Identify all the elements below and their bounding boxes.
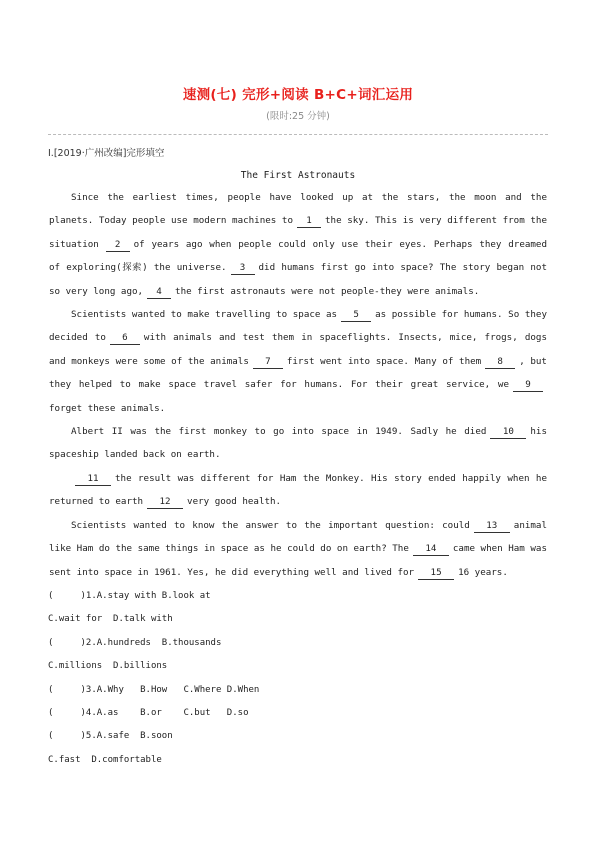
passage-text: of years ago when people could only use their eyes. Perhaps they dreamed of exploring(探索) the universe. — [49, 238, 547, 274]
passage-text: his spaceship landed back on earth. — [49, 426, 547, 461]
passage-text: animal like Ham do the same things in space as he could do on earth? The — [49, 519, 547, 555]
blank-6[interactable]: 6 — [110, 331, 140, 345]
blank-2[interactable]: 2 — [106, 238, 130, 252]
divider — [48, 134, 548, 135]
passage-text: Albert II was the first monkey to go into space in 1949. Sadly he died — [71, 426, 487, 438]
blank-1[interactable]: 1 — [297, 214, 321, 228]
blank-15[interactable]: 15 — [418, 566, 454, 580]
question-list — [48, 585, 548, 772]
blank-7[interactable]: 7 — [253, 355, 283, 369]
paragraph-3 — [49, 420, 547, 467]
question-line[interactable]: C.fast D.comfortable — [48, 754, 162, 765]
blank-3[interactable]: 3 — [231, 261, 255, 275]
passage-text: with animals and test them in spaceflights. Insects, mice, frogs, dogs and monkeys were some of the animals — [49, 332, 547, 367]
question-line[interactable]: C.millions D.billions — [48, 661, 168, 672]
passage-text: forget these animals. — [49, 402, 166, 414]
passage-text: did humans first go into space? The story began not so very long ago, — [49, 262, 547, 297]
passage-text: Since the earliest times, people have looked up at the stars, the moon and the planets. Today people use modern machines to — [49, 192, 547, 227]
passage-text: the first astronauts were not people-they were animals. — [175, 285, 480, 297]
blank-13[interactable]: 13 — [474, 519, 510, 533]
question-line[interactable]: ( )5.A.safe B.soon — [48, 731, 173, 742]
blank-14[interactable]: 14 — [413, 542, 449, 556]
passage-text: Scientists wanted to make travelling to space as — [71, 309, 338, 321]
passage-text: first went into space. Many of them — [286, 355, 482, 367]
passage-text: Scientists wanted to know the answer to the important question: could — [71, 519, 470, 531]
paragraph-4 — [49, 467, 547, 514]
time-limit: (限时:25 分钟) — [266, 111, 330, 122]
blank-11[interactable]: 11 — [75, 472, 111, 486]
question-line[interactable]: C.wait for D.talk with — [48, 614, 173, 625]
paragraph-5 — [49, 514, 547, 584]
section-heading: Ⅰ.[2019·广州改编]完形填空 — [48, 148, 165, 159]
question-line[interactable]: ( )4.A.as B.or C.but D.so — [48, 708, 249, 719]
passage-text: very good health. — [187, 496, 282, 508]
blank-12[interactable]: 12 — [147, 495, 183, 509]
page-title: 速测(七) 完形+阅读 B+C+词汇运用 — [182, 87, 414, 103]
passage-text: 16 years. — [458, 566, 508, 578]
question-line[interactable]: ( )1.A.stay with B.look at — [48, 591, 211, 601]
blank-4[interactable]: 4 — [147, 285, 171, 299]
passage-text: the result was different for Ham the Monkey. His story ended happily when he returned to earth — [49, 472, 547, 508]
blank-10[interactable]: 10 — [490, 425, 526, 439]
passage-title: The First Astronauts — [240, 170, 356, 181]
blank-8[interactable]: 8 — [485, 355, 515, 369]
blank-5[interactable]: 5 — [341, 308, 371, 322]
paragraph-2 — [49, 303, 547, 420]
passage-text: , but they helped to make space travel safer for humans. For their great service, we — [49, 355, 547, 391]
passage-text: the sky. This is very different from the situation — [49, 215, 547, 250]
question-line[interactable]: ( )2.A.hundreds B.thousands — [48, 637, 222, 648]
passage-body — [49, 186, 547, 584]
passage-text: came when Ham was sent into space in 1961. Yes, he did everything well and lived for — [49, 543, 547, 578]
blank-9[interactable]: 9 — [513, 378, 543, 392]
question-line[interactable]: ( )3.A.Why B.How C.Where D.When — [48, 684, 260, 695]
passage-text: as possible for humans. So they decided to — [49, 309, 547, 344]
paragraph-1 — [49, 186, 547, 303]
